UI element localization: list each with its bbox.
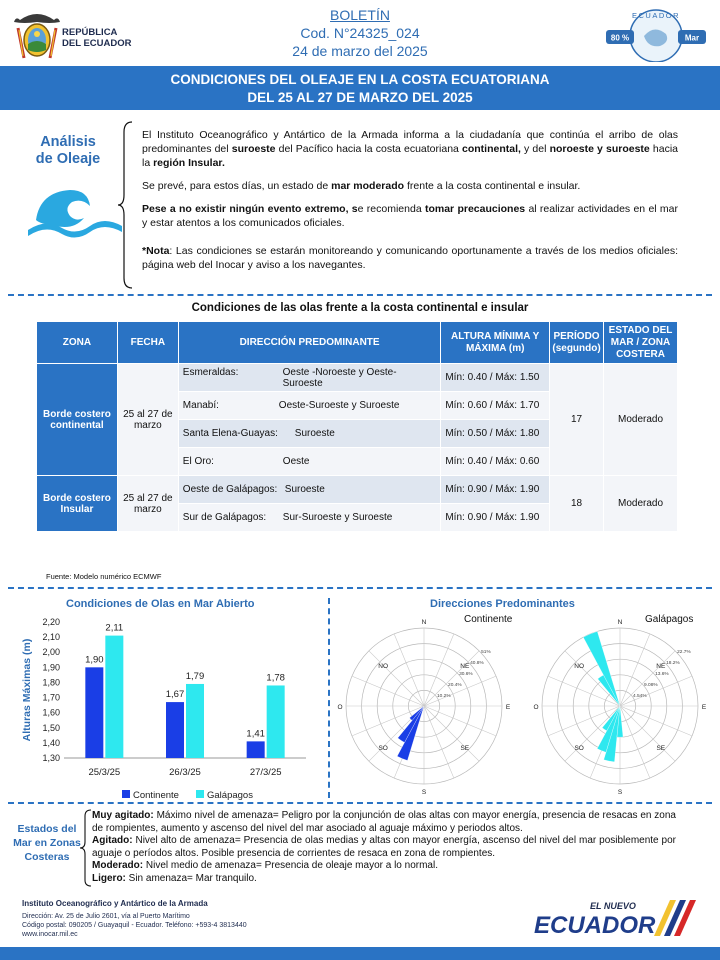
section-divider	[8, 802, 712, 804]
bulletin-code: Cod. N°24325_024	[300, 25, 420, 41]
fecha-cell: 25 al 27 de marzo	[117, 476, 178, 532]
footer-institute: Instituto Oceanográfico y Antártico de la Armada	[22, 899, 208, 908]
seal-top-text: ECUADOR	[631, 11, 681, 20]
legend-entry: Continente	[133, 790, 179, 801]
x-tick-label: 27/3/25	[249, 767, 282, 778]
estado-cell: Moderado	[604, 476, 678, 532]
ring-label: 4.54%	[633, 693, 647, 699]
bar-chart-title: Condiciones de Olas en Mar Abierto	[66, 598, 255, 610]
direccion-cell: Sur de Galápagos: Sur-Suroeste y Suroeste	[178, 504, 441, 532]
data-label: 1,41	[246, 728, 265, 740]
ecuador-80-mar-seal-icon	[604, 6, 708, 62]
states-heading-line1: Estados del	[17, 823, 77, 835]
altura-cell: Mín: 0.40 / Máx: 1.50	[441, 364, 550, 392]
header-estado: ESTADO DEL MAR / ZONA COSTERA	[604, 322, 678, 364]
ring-label: 9.08%	[644, 682, 658, 688]
analysis-text	[142, 128, 678, 281]
polar-spoke	[424, 651, 479, 706]
states-text	[92, 810, 676, 886]
state-ligero: Ligero: Sin amenaza= Mar tranquilo.	[92, 872, 257, 884]
header	[0, 0, 720, 66]
polar-panel-1	[533, 614, 706, 796]
polar-spoke	[620, 706, 675, 761]
header-direccion: DIRECCIÓN PREDOMINANTE	[178, 322, 441, 364]
altura-cell: Mín: 0.40 / Máx: 0.60	[441, 448, 550, 476]
analysis-note: *Nota: Las condiciones se estarán monitoreando y comunicando oportunamente a través de los medios oficiales: página web del Inocar y aviso a los navegantes.	[142, 245, 678, 271]
analysis-paragraph-2: Se prevé, para estos días, un estado de mar moderado frente a la costa continental e insular.	[142, 180, 581, 192]
bar-galápagos	[186, 684, 204, 758]
ring-label: 22.7%	[677, 649, 691, 655]
compass-ne: NE	[460, 663, 470, 671]
x-tick-label: 26/3/25	[169, 767, 201, 778]
ring-label: 51%	[481, 649, 491, 655]
periodo-cell: 18	[550, 476, 604, 532]
state-agitado: Agitado: Nivel alto de amenaza= Presencia de olas medias y altas con mayor energía, ascenso del nivel del mar posiblemente por aguaje o períodos altos. Posible presencia de corrientes de resaca en zona de rompientes.	[92, 835, 676, 859]
compass-s: S	[421, 789, 427, 796]
header-altura: ALTURA MÍNIMA Y MÁXIMA (m)	[441, 322, 550, 364]
compass-o: O	[533, 704, 539, 711]
header-periodo: PERÍODO (segundo)	[550, 322, 604, 364]
compass-se: SE	[460, 744, 470, 752]
y-tick-label: 1,90	[42, 662, 60, 673]
polar-spoke	[424, 706, 479, 761]
footer-address: Dirección: Av. 25 de Julio 2601, vía al Puerto Marítimo	[22, 913, 190, 920]
altura-cell: Mín: 0.50 / Máx: 1.80	[441, 420, 550, 448]
polar-panel-0	[337, 614, 512, 796]
y-tick-label: 1,60	[42, 707, 60, 718]
zona-cell: Borde costero continental	[37, 364, 118, 476]
altura-cell: Mín: 0.90 / Máx: 1.90	[441, 504, 550, 532]
y-tick-label: 1,70	[42, 692, 60, 703]
states-heading	[10, 822, 84, 864]
ring-label: 40.8%	[470, 660, 484, 666]
polar-chart-title: Direcciones Predominantes	[430, 598, 575, 610]
x-tick-label: 25/3/25	[88, 767, 121, 778]
legend-swatch	[122, 790, 130, 798]
table-title: Condiciones de las olas frente a la costa continental e insular	[191, 302, 529, 314]
direccion-cell: Manabí: Oeste-Suroeste y Suroeste	[178, 392, 441, 420]
brand-top-text: EL NUEVO	[590, 901, 636, 911]
ring-label: 10.2%	[437, 693, 451, 699]
data-label: 1,78	[266, 672, 285, 684]
compass-s: S	[617, 789, 623, 796]
bulletin-title-line2: DEL 25 AL 27 DE MARZO DEL 2025	[247, 90, 473, 105]
el-nuevo-ecuador-logo	[530, 896, 700, 940]
polar-spoke	[620, 651, 675, 706]
altura-cell: Mín: 0.60 / Máx: 1.70	[441, 392, 550, 420]
compass-so: SO	[378, 744, 388, 752]
footer-postal: Código postal: 090205 / Guayaquil - Ecuador. Teléfono: +593-4 3813440	[22, 922, 247, 929]
state-muy-agitado: Muy agitado: Máximo nivel de amenaza= Peligro por la conjunción de olas altas con mayor energía, presencia de resacas en zona de rompientes, aumento y ascenso del nivel del mar asociado al aguaje máximo y periodos altos.	[92, 810, 676, 834]
y-tick-label: 1,40	[42, 737, 60, 748]
bar-chart	[6, 612, 324, 802]
data-label: 1,90	[85, 654, 104, 666]
seal-left-text: 80 %	[610, 33, 630, 43]
section-divider	[8, 294, 712, 296]
direccion-cell: El Oro: Oeste	[178, 448, 441, 476]
analysis-paragraph-3: Pese a no existir ningún evento extremo, se recomienda tomar precauciones al realizar actividades en el mar y estar atentos a los comunicados oficiales.	[142, 203, 678, 229]
altura-cell: Mín: 0.90 / Máx: 1.90	[441, 476, 550, 504]
zona-cell: Borde costero Insular	[37, 476, 118, 532]
compass-no: NO	[574, 663, 585, 671]
footer-web-link[interactable]: www.inocar.mil.ec	[22, 931, 78, 938]
polar-spoke	[369, 651, 424, 706]
periodo-cell: 17	[550, 364, 604, 476]
direccion-cell: Santa Elena-Guayas: Suroeste	[178, 420, 441, 448]
bar-galápagos	[105, 636, 123, 758]
y-tick-label: 2,10	[42, 632, 60, 643]
direccion-cell: Esmeraldas: Oeste -Noroeste y Oeste-Suroeste	[178, 364, 441, 392]
data-label: 1,67	[165, 689, 185, 701]
compass-so: SO	[574, 744, 584, 752]
ring-label: 13.6%	[655, 671, 669, 677]
analysis-heading	[26, 134, 110, 168]
polar-petal	[583, 631, 620, 706]
table-row	[37, 476, 678, 504]
compass-n: N	[617, 619, 623, 626]
section-divider	[8, 587, 712, 589]
states-brace	[80, 808, 92, 888]
fecha-cell: 25 al 27 de marzo	[117, 364, 178, 476]
polar-chart	[330, 614, 718, 804]
y-tick-label: 1,30	[42, 753, 60, 763]
wave-icon	[26, 182, 124, 242]
bulletin-date: 24 de marzo del 2025	[292, 43, 428, 59]
compass-no: NO	[378, 663, 389, 671]
direccion-cell: Oeste de Galápagos: Suroeste	[178, 476, 441, 504]
ring-label: 20.4%	[448, 682, 462, 688]
bar-continente	[247, 741, 265, 758]
government-name-line2: DEL ECUADOR	[62, 38, 132, 49]
analysis-heading-line2: de Oleaje	[35, 151, 101, 167]
compass-e: E	[701, 704, 707, 711]
seal-right-text: Mar	[684, 33, 700, 43]
estado-cell: Moderado	[604, 364, 678, 476]
legend-entry: Galápagos	[207, 790, 253, 801]
table-source: Fuente: Modelo numérico ECMWF	[46, 572, 162, 581]
y-tick-label: 2,00	[42, 647, 60, 658]
header-zona: ZONA	[37, 322, 118, 364]
states-heading-line2: Mar en Zonas	[13, 837, 81, 849]
polar-panel-name: Galápagos	[645, 614, 694, 625]
government-name-line1: REPÚBLICA	[62, 27, 118, 38]
compass-se: SE	[656, 744, 666, 752]
brand-main-text: ECUADOR	[534, 912, 656, 939]
bar-continente	[85, 667, 103, 758]
table-header-row	[37, 322, 678, 364]
wave-conditions-table	[36, 321, 678, 532]
bar-galápagos	[267, 685, 285, 758]
ring-label: 30.6%	[459, 671, 473, 677]
bar-continente	[166, 702, 184, 758]
analysis-heading-line1: Análisis	[40, 134, 96, 150]
compass-n: N	[421, 619, 427, 626]
state-moderado: Moderado: Nivel medio de amenaza= Presencia de oleaje mayor a lo normal.	[92, 860, 438, 872]
compass-o: O	[337, 704, 343, 711]
compass-e: E	[505, 704, 511, 711]
data-label: 1,79	[185, 670, 205, 682]
y-axis-label: Alturas Máximas (m)	[21, 638, 33, 742]
y-tick-label: 1,80	[42, 677, 60, 688]
bulletin-label: BOLETÍN	[330, 7, 390, 23]
analysis-brace	[118, 120, 134, 290]
bulletin-title-line1: CONDICIONES DEL OLEAJE EN LA COSTA ECUATORIANA	[170, 72, 550, 87]
ring-label: 18.2%	[666, 660, 680, 666]
data-label: 2,11	[105, 622, 124, 634]
y-tick-label: 1,50	[42, 722, 60, 733]
footer-bar	[0, 947, 720, 960]
analysis-paragraph-1: El Instituto Oceanográfico y Antártico de la Armada informa a la ciudadanía que continúa el arribo de olas predominantes del suroeste del Pacífico hacia la costa ecuatoriana continental, y del noroeste y suroeste hacia la región Insular.	[142, 129, 678, 169]
polar-panel-name: Continente	[464, 614, 513, 625]
header-fecha: FECHA	[117, 322, 178, 364]
table-row	[37, 364, 678, 392]
y-tick-label: 2,20	[42, 617, 60, 627]
legend-swatch	[196, 790, 204, 798]
states-heading-line3: Costeras	[24, 851, 70, 863]
bulletin-title-bar	[0, 66, 720, 110]
compass-ne: NE	[656, 663, 666, 671]
